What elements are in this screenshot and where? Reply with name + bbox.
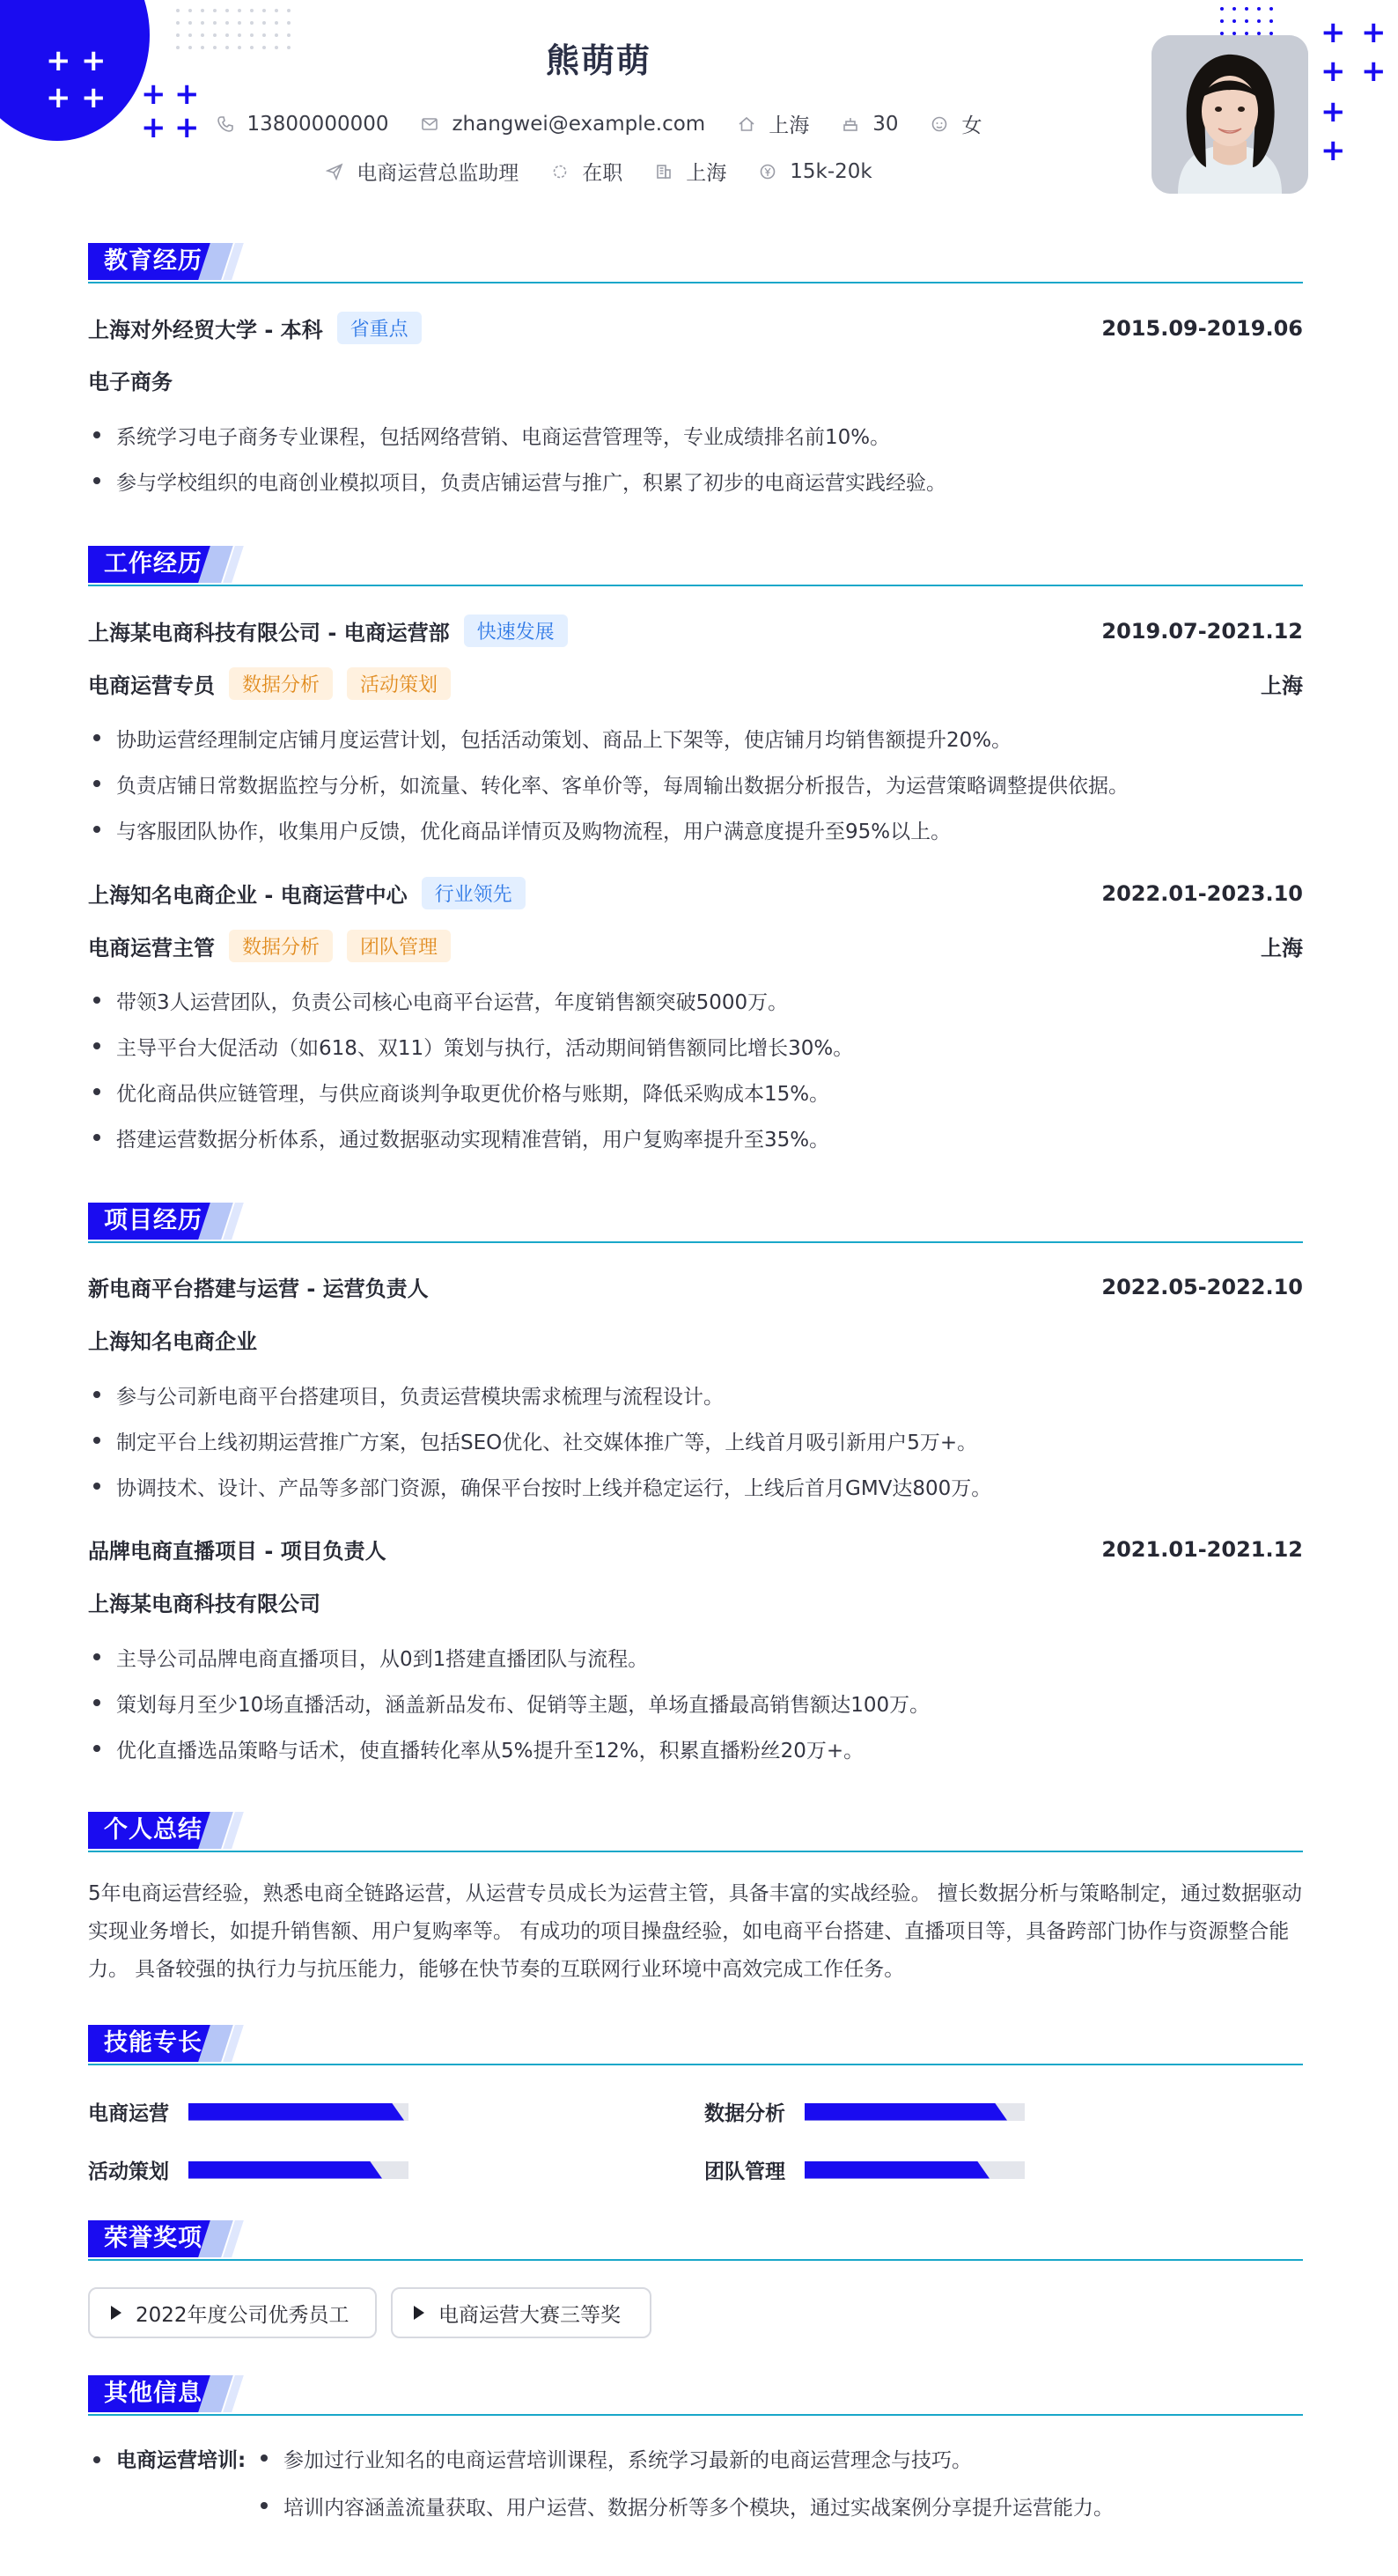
avatar-icon bbox=[1152, 35, 1308, 194]
section-skills-title bbox=[88, 2025, 1303, 2067]
contact-row bbox=[0, 109, 1197, 138]
education-major-row bbox=[88, 364, 1303, 395]
age-text: 30 bbox=[872, 112, 899, 136]
project-org: 上海某电商科技有限公司 bbox=[88, 1592, 320, 1616]
section-awards-title bbox=[88, 2220, 1303, 2263]
section-rule bbox=[88, 1851, 1303, 1852]
section-education-label: 教育经历 bbox=[88, 243, 218, 280]
skill-name: 活动策划 bbox=[88, 2160, 169, 2183]
list-item: 参与学校组织的电商创业模拟项目，负责店铺运营与推广，积累了初步的电商运营实践经验。 bbox=[88, 467, 1303, 496]
bullet-dot bbox=[93, 2456, 100, 2463]
skill-bar bbox=[805, 2103, 1025, 2121]
decor-plus-icon: + bbox=[1321, 15, 1346, 50]
work-city: 上海 bbox=[1261, 673, 1303, 698]
project-header-row bbox=[88, 1534, 1303, 1564]
decor-plus-icon: + bbox=[46, 43, 71, 78]
phone-item bbox=[216, 113, 389, 136]
company-name: 上海知名电商企业 - 电商运营中心 bbox=[88, 883, 408, 908]
decor-plus-icon: + bbox=[1361, 54, 1387, 89]
project-header-row bbox=[88, 1271, 1303, 1302]
list-item: 带领3人运营团队，负责公司核心电商平台运营，年度销售额突破5000万。 bbox=[88, 986, 1303, 1015]
location-item bbox=[737, 109, 809, 138]
skill-name: 电商运营 bbox=[88, 2102, 169, 2125]
section-rule bbox=[88, 585, 1303, 586]
award-badge bbox=[88, 2287, 377, 2338]
work-header-row bbox=[88, 615, 1303, 647]
work-header-row bbox=[88, 877, 1303, 909]
company-name: 上海某电商科技有限公司 - 电商运营部 bbox=[88, 621, 450, 645]
target-position-item bbox=[325, 157, 519, 186]
status-icon bbox=[550, 162, 570, 181]
list-item: 与客服团队协作，收集用户反馈，优化商品详情页及购物流程，用户满意度提升至95%以上。 bbox=[88, 815, 1303, 844]
candidate-name: 熊萌萌 bbox=[545, 41, 651, 80]
decor-plus-icon: + bbox=[46, 80, 71, 115]
skill-bar-fill bbox=[805, 2161, 990, 2179]
section-summary-title bbox=[88, 1812, 1303, 1854]
section-work-title bbox=[88, 546, 1303, 588]
job-intent-row bbox=[0, 157, 1197, 186]
work-city: 上海 bbox=[1261, 936, 1303, 960]
project-period: 2021.01-2021.12 bbox=[1101, 1536, 1303, 1562]
mail-icon bbox=[420, 114, 439, 134]
email-text: zhangwei@example.com bbox=[452, 112, 706, 136]
salary-text: 15k-20k bbox=[790, 159, 872, 183]
list-item: 优化直播选品策略与话术，使直播转化率从5%提升至12%，积累直播粉丝20万+。 bbox=[88, 1734, 1303, 1763]
gender-text: 女 bbox=[961, 114, 982, 137]
building-icon bbox=[654, 162, 673, 181]
send-icon bbox=[325, 162, 344, 181]
project-org-row bbox=[88, 1586, 1303, 1617]
section-rule bbox=[88, 2259, 1303, 2261]
project-org: 上海知名电商企业 bbox=[88, 1329, 257, 1354]
section-skills-label: 技能专长 bbox=[88, 2025, 218, 2062]
school-tag: 省重点 bbox=[337, 312, 422, 344]
award-badge bbox=[391, 2287, 651, 2338]
skill-item bbox=[704, 2155, 1025, 2184]
profile-photo bbox=[1152, 35, 1308, 194]
project-org-row bbox=[88, 1324, 1303, 1355]
education-header-row bbox=[88, 312, 1303, 344]
role-title: 电商运营主管 bbox=[88, 936, 215, 960]
decor-plus-icon: + bbox=[81, 80, 107, 115]
decor-plus-icon: + bbox=[1321, 54, 1346, 89]
list-item: 制定平台上线初期运营推广方案，包括SEO优化、社交媒体推广等，上线首月吸引新用户5万+。 bbox=[88, 1426, 1303, 1455]
list-item: 协助运营经理制定店铺月度运营计划，包括活动策划、商品上下架等，使店铺月均销售额提升20%。 bbox=[88, 724, 1303, 753]
status-item bbox=[550, 157, 622, 186]
skill-name: 团队管理 bbox=[704, 2160, 785, 2183]
skill-name: 数据分析 bbox=[704, 2102, 785, 2125]
decor-plus-icon: + bbox=[174, 110, 200, 145]
list-item: 策划每月至少10场直播活动，涵盖新品发布、促销等主题，单场直播最高销售额达100万。 bbox=[88, 1689, 1303, 1718]
play-triangle-icon bbox=[111, 2306, 121, 2320]
section-rule bbox=[88, 1241, 1303, 1243]
skill-item bbox=[88, 2097, 408, 2126]
skill-tag: 数据分析 bbox=[229, 667, 333, 700]
company-tag: 快速发展 bbox=[464, 615, 568, 647]
summary-text: 5年电商运营经验，熟悉电商全链路运营，从运营专员成长为运营主管，具备丰富的实战经验。 擅长数据分析与策略制定，通过数据驱动实现业务增长，如提升销售额、用户复购率等。 有成功的项目操盘经验，如电商平台搭建、直播项目等，具备跨部门协作与资源整合能力。 具备较强的执行力与抗压能力，能够在快节奏的互联网行业环境中高效完成工作任务。 bbox=[88, 1882, 1302, 1981]
age-icon bbox=[841, 114, 860, 134]
section-other-title bbox=[88, 2375, 1303, 2418]
decor-dot-grid bbox=[1220, 7, 1273, 35]
skill-tag: 数据分析 bbox=[229, 930, 333, 962]
decor-plus-icon: + bbox=[174, 77, 200, 112]
skill-bar-fill bbox=[188, 2161, 382, 2179]
skill-item bbox=[88, 2155, 408, 2184]
work-period: 2019.07-2021.12 bbox=[1101, 618, 1303, 644]
target-city-item bbox=[654, 157, 726, 186]
other-label: 电商运营培训: bbox=[116, 2449, 246, 2472]
salary-item bbox=[758, 160, 872, 183]
list-item: 协调技术、设计、产品等多部门资源，确保平台按时上线并稳定运行，上线后首月GMV达800万。 bbox=[88, 1472, 1303, 1501]
education-period: 2015.09-2019.06 bbox=[1101, 315, 1303, 341]
decor-plus-icon: + bbox=[1321, 133, 1346, 168]
decor-plus-icon: + bbox=[141, 77, 166, 112]
list-item: 优化商品供应链管理，与供应商谈判争取更优价格与账期，降低采购成本15%。 bbox=[88, 1078, 1303, 1107]
phone-icon bbox=[216, 114, 235, 134]
status-text: 在职 bbox=[582, 162, 623, 185]
decor-plus-icon: + bbox=[81, 43, 107, 78]
list-item: 主导公司品牌电商直播项目，从0到1搭建直播团队与流程。 bbox=[88, 1643, 1303, 1672]
salary-icon bbox=[758, 162, 777, 181]
section-rule bbox=[88, 2414, 1303, 2416]
section-work-label: 工作经历 bbox=[88, 546, 218, 583]
project-period: 2022.05-2022.10 bbox=[1101, 1274, 1303, 1299]
decor-plus-icon: + bbox=[1361, 15, 1387, 50]
section-education-title bbox=[88, 243, 1303, 285]
target-city-text: 上海 bbox=[686, 162, 727, 185]
work-role-row bbox=[88, 667, 1303, 700]
list-item: 参加过行业知名的电商运营培训课程，系统学习最新的电商运营理念与技巧。 bbox=[255, 2444, 1303, 2473]
gender-item bbox=[930, 109, 982, 138]
list-item: 系统学习电子商务专业课程，包括网络营销、电商运营管理等，专业成绩排名前10%。 bbox=[88, 421, 1303, 450]
section-projects-label: 项目经历 bbox=[88, 1203, 218, 1240]
section-projects-title bbox=[88, 1203, 1303, 1245]
skill-bar-fill bbox=[188, 2103, 404, 2121]
list-item: 参与公司新电商平台搭建项目，负责运营模块需求梳理与流程设计。 bbox=[88, 1380, 1303, 1409]
skill-tag: 活动策划 bbox=[347, 667, 451, 700]
project-title: 品牌电商直播项目 - 项目负责人 bbox=[88, 1539, 386, 1564]
school-name: 上海对外经贸大学 - 本科 bbox=[88, 318, 323, 342]
work-role-row bbox=[88, 930, 1303, 962]
home-icon bbox=[737, 114, 756, 134]
skill-bar-fill bbox=[805, 2103, 1007, 2121]
section-awards-label: 荣誉奖项 bbox=[88, 2220, 218, 2257]
phone-text: 13800000000 bbox=[246, 112, 389, 136]
company-tag: 行业领先 bbox=[422, 877, 526, 909]
section-summary-label: 个人总结 bbox=[88, 1812, 218, 1849]
work-period: 2022.01-2023.10 bbox=[1101, 880, 1303, 906]
gender-icon bbox=[930, 114, 949, 134]
skill-tag: 团队管理 bbox=[347, 930, 451, 962]
list-item: 搭建运营数据分析体系，通过数据驱动实现精准营销，用户复购率提升至35%。 bbox=[88, 1123, 1303, 1152]
skill-bar bbox=[805, 2161, 1025, 2179]
decor-plus-icon: + bbox=[1321, 94, 1346, 129]
list-item: 主导平台大促活动（如618、双11）策划与执行，活动期间销售额同比增长30%。 bbox=[88, 1032, 1303, 1061]
role-title: 电商运营专员 bbox=[88, 673, 215, 698]
section-other-label: 其他信息 bbox=[88, 2375, 218, 2412]
skill-item bbox=[704, 2097, 1025, 2126]
major: 电子商务 bbox=[88, 370, 173, 394]
skill-bar bbox=[188, 2161, 408, 2179]
section-rule bbox=[88, 2064, 1303, 2065]
target-position-text: 电商运营总监助理 bbox=[357, 162, 519, 185]
award-label: 2022年度公司优秀员工 bbox=[136, 2303, 350, 2327]
list-item: 负责店铺日常数据监控与分析，如流量、转化率、客单价等，每周输出数据分析报告，为运营策略调整提供依据。 bbox=[88, 769, 1303, 799]
skill-bar bbox=[188, 2103, 408, 2121]
age-item bbox=[841, 113, 898, 136]
decor-plus-icon: + bbox=[141, 110, 166, 145]
location-text: 上海 bbox=[769, 114, 810, 137]
section-rule bbox=[88, 282, 1303, 283]
award-label: 电商运营大赛三等奖 bbox=[438, 2303, 621, 2327]
list-item: 培训内容涵盖流量获取、用户运营、数据分析等多个模块，通过实战案例分享提升运营能力。 bbox=[255, 2491, 1303, 2521]
project-title: 新电商平台搭建与运营 - 运营负责人 bbox=[88, 1277, 429, 1301]
email-item bbox=[420, 113, 705, 136]
play-triangle-icon bbox=[414, 2306, 424, 2320]
